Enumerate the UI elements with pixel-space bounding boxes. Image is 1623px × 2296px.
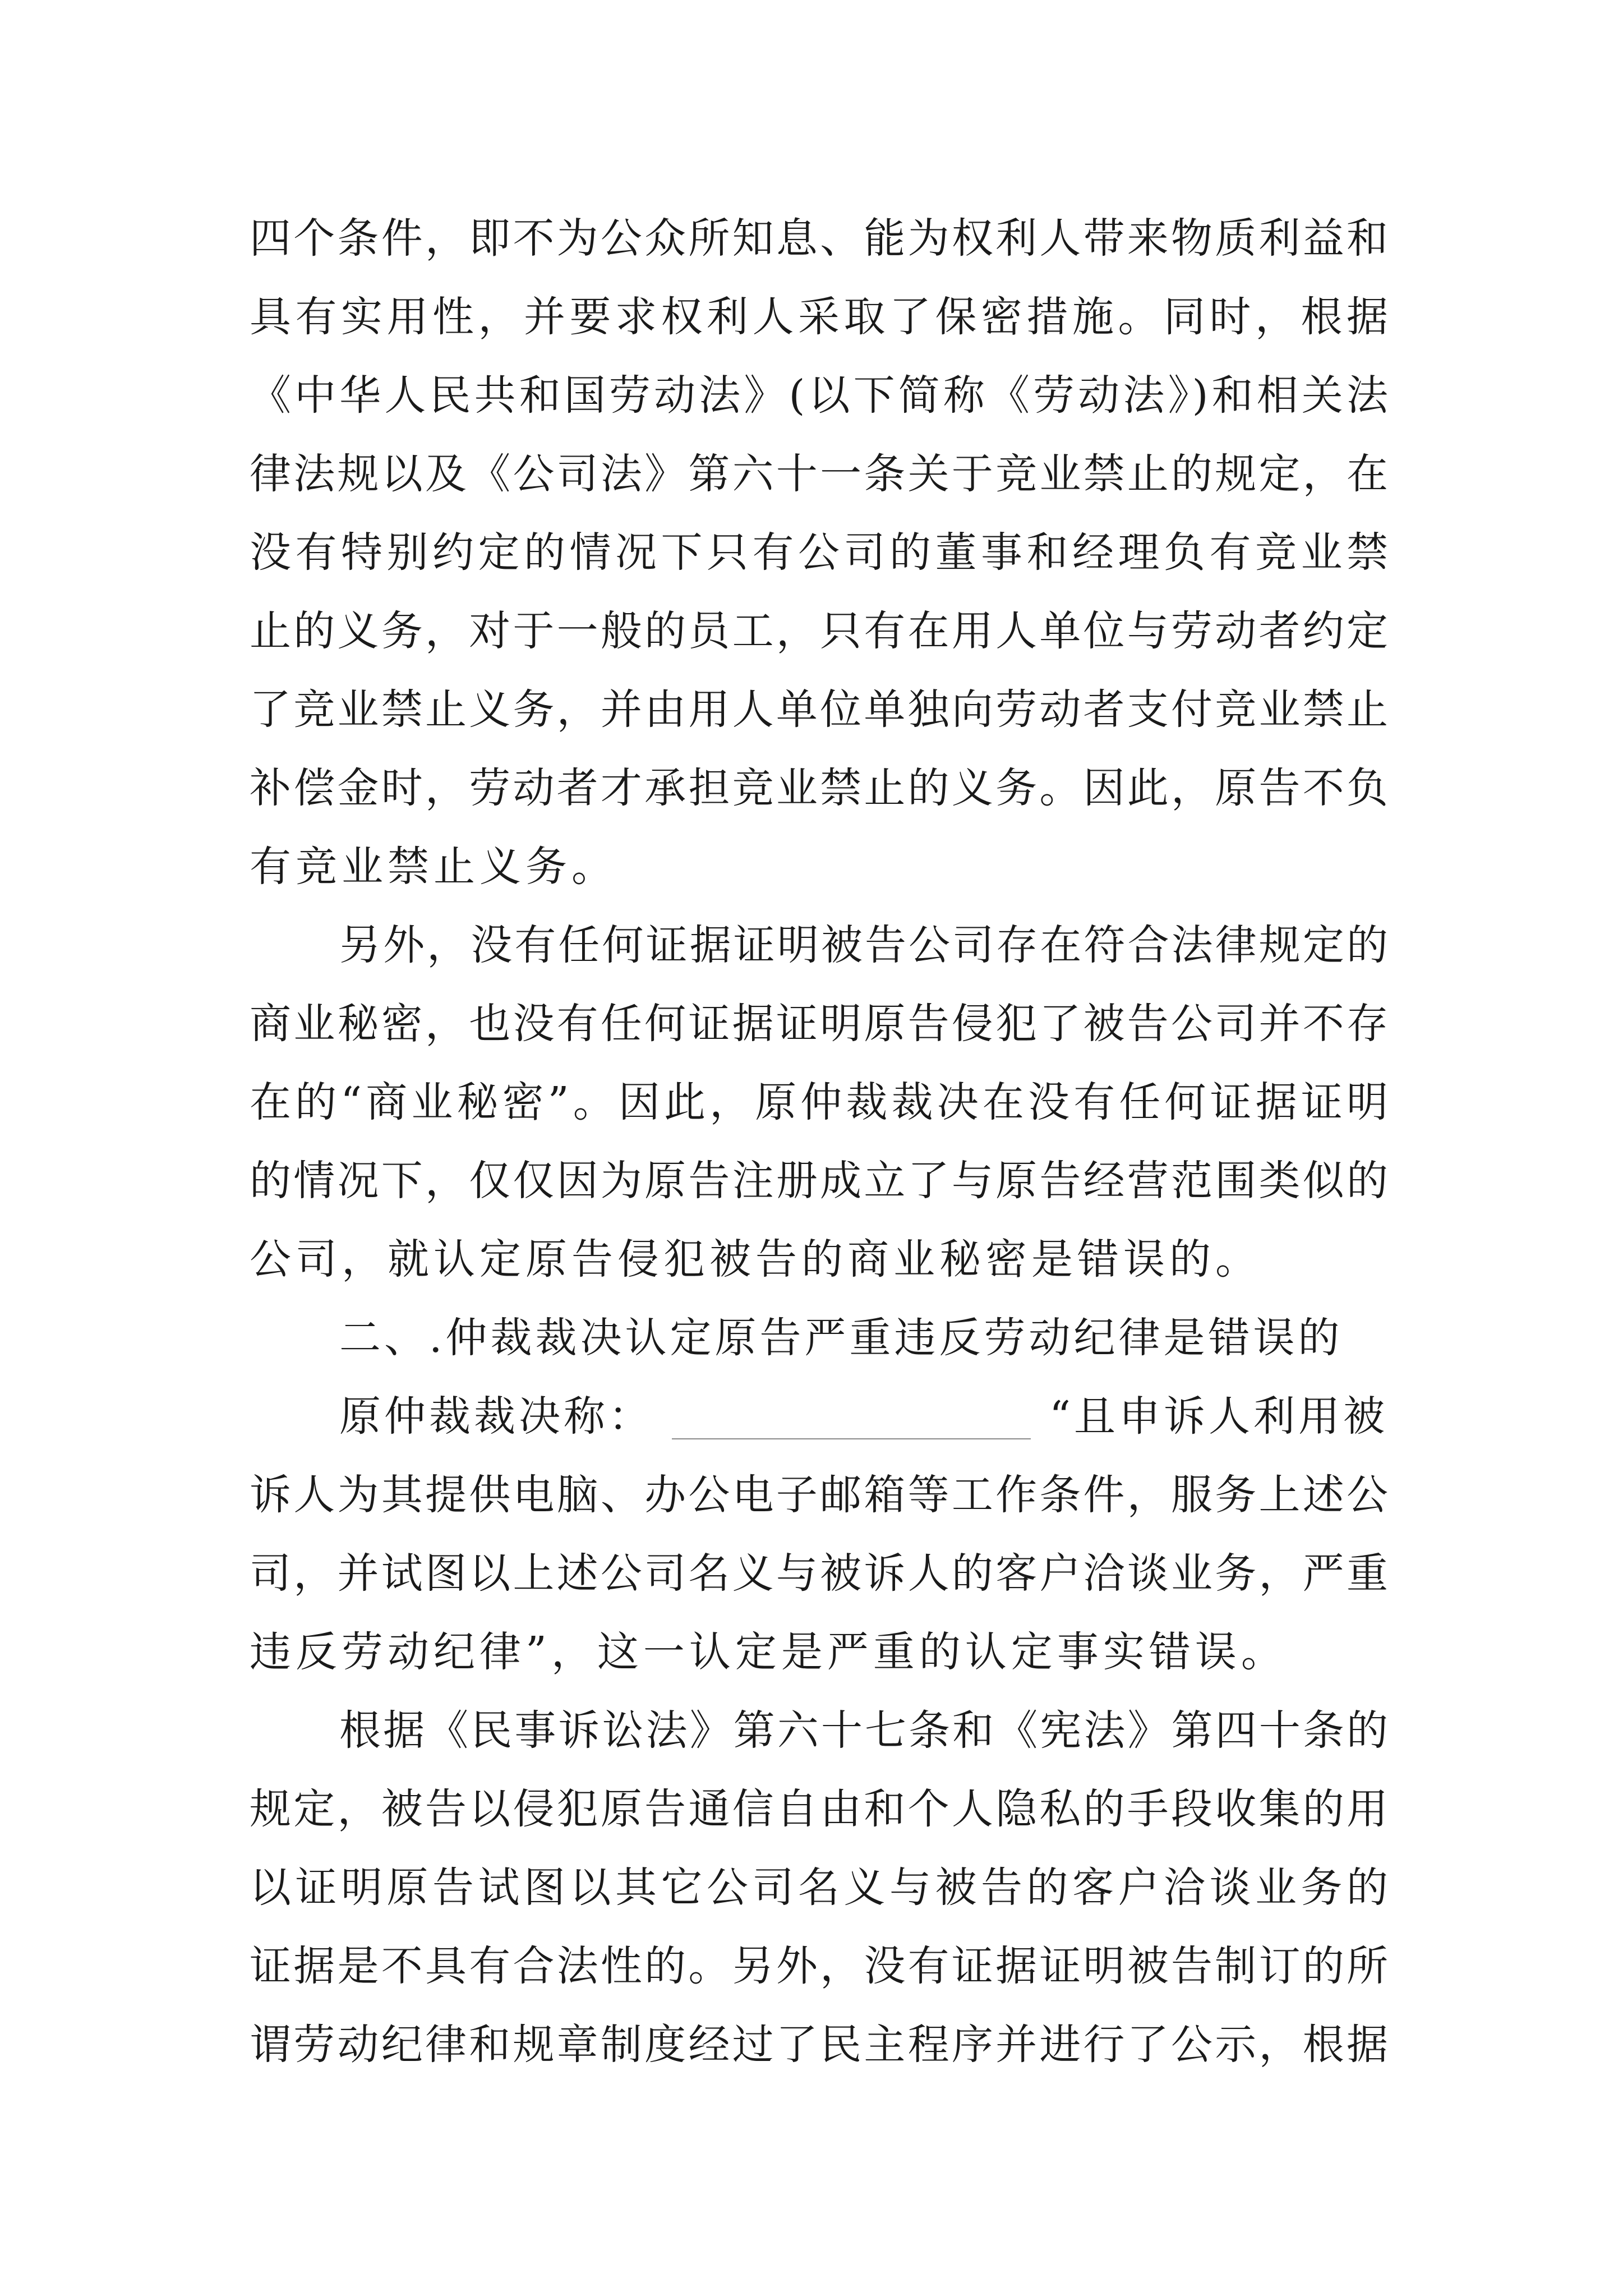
text-line: 具有实用性，并要求权利人采取了保密措施。同时，根据 xyxy=(250,293,1388,341)
text-line: 的情况下，仅仅因为原告注册成立了与原告经营范围类似的 xyxy=(250,1157,1388,1205)
text-line: 司，并试图以上述公司名义与被诉人的客户洽谈业务，严重 xyxy=(250,1549,1388,1598)
blank-underline xyxy=(672,1393,1031,1439)
text-line: 规定，被告以侵犯原告通信自由和个人隐私的手段收集的用 xyxy=(250,1785,1388,1833)
text-line: 公司，就认定原告侵犯被告的商业秘密是错误的。 xyxy=(250,1235,1261,1283)
paragraph-4 xyxy=(250,1691,1388,2084)
text-line: 《中华人民共和国劳动法》(以下简称《劳动法》)和相关法 xyxy=(250,371,1388,420)
text-line: 有竞业禁止义务。 xyxy=(250,843,617,891)
text-line: 商业秘密，也没有任何证据证明原告侵犯了被告公司并不存 xyxy=(250,1000,1388,1048)
text-segment: 原仲裁裁决称： xyxy=(339,1392,653,1441)
text-line: 谓劳动纪律和规章制度经过了民主程序并进行了公示，根据 xyxy=(250,2021,1388,2069)
text-line: 另外，没有任何证据证明被告公司存在符合法律规定的 xyxy=(339,921,1388,969)
text-line: 补偿金时，劳动者才承担竞业禁止的义务。因此，原告不负 xyxy=(250,764,1388,812)
paragraph-1 xyxy=(250,199,1388,906)
text-segment: “且申诉人利用被 xyxy=(1049,1392,1388,1441)
text-line: 以证明原告试图以其它公司名义与被告的客户洽谈业务的 xyxy=(250,1864,1388,1912)
text-line: 根据《民事诉讼法》第六十七条和《宪法》第四十条的 xyxy=(339,1706,1388,1755)
text-line: 止的义务，对于一般的员工，只有在用人单位与劳动者约定 xyxy=(250,607,1388,655)
paragraph-2 xyxy=(250,906,1388,1299)
text-line-with-blank xyxy=(250,1377,1388,1456)
paragraph-3 xyxy=(250,1377,1388,1691)
document-body xyxy=(250,199,1388,2084)
text-line: 证据是不具有合法性的。另外，没有证据证明被告制订的所 xyxy=(250,1942,1388,1990)
text-line: 诉人为其提供电脑、办公电子邮箱等工作条件，服务上述公 xyxy=(250,1471,1388,1519)
section-heading: 二、.仲裁裁决认定原告严重违反劳动纪律是错误的 xyxy=(339,1314,1343,1362)
text-line: 律法规以及《公司法》第六十一条关于竞业禁止的规定，在 xyxy=(250,450,1388,498)
text-line: 了竞业禁止义务，并由用人单位单独向劳动者支付竞业禁止 xyxy=(250,685,1388,734)
text-line: 违反劳动纪律”，这一认定是严重的认定事实错误。 xyxy=(250,1628,1287,1676)
text-line: 在的“商业秘密”。因此，原仲裁裁决在没有任何证据证明 xyxy=(250,1078,1388,1126)
text-line: 四个条件，即不为公众所知息、能为权利人带来物质利益和 xyxy=(250,214,1388,263)
text-line: 没有特别约定的情况下只有公司的董事和经理负有竞业禁 xyxy=(250,528,1388,577)
